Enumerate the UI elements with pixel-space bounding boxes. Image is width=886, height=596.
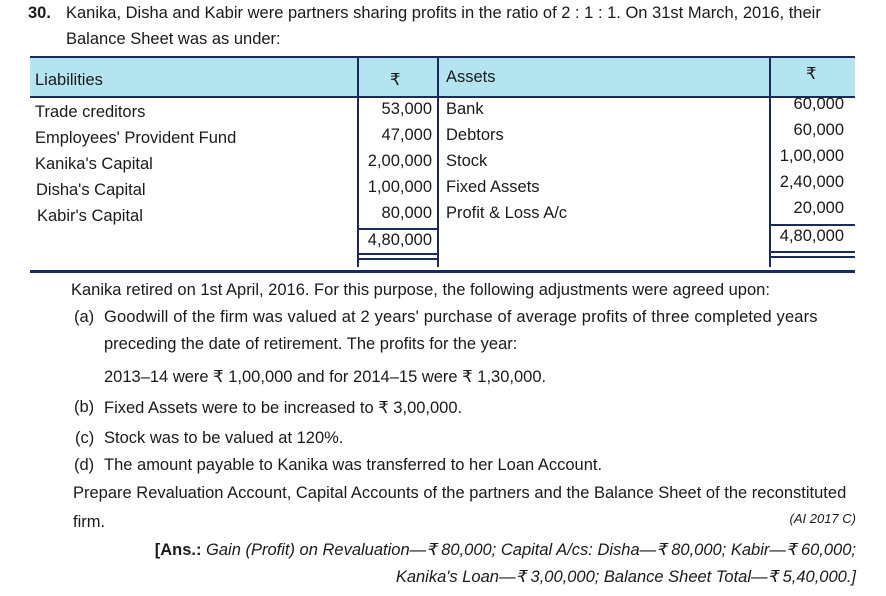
intro-text: Kanika retired on 1st April, 2016. For this purpose, the following adjustments were agreed upon: [71,281,770,299]
item-b: Fixed Assets were to be increased to ₹ 3,00,000. [104,399,463,417]
asset-name: Bank [446,100,484,118]
item-a-line2: preceding the date of retirement. The profits for the year: [104,335,518,353]
question-line1: Kanika, Disha and Kabir were partners sharing profits in the ratio of 2 : 1 : 1. On 31st March, 2016, their [66,4,821,22]
liability-name: Kanika's Capital [35,155,153,173]
answer-label: [Ans.: [154,541,202,559]
table-header [30,58,855,98]
liability-name: Kabir's Capital [37,207,143,225]
header-amount-assets: ₹ [806,65,817,83]
liability-amount: 53,000 [381,100,432,118]
answer-line1 [155,540,856,560]
item-b-label: (b) [74,398,95,416]
item-a-line1: Goodwill of the firm was valued at 2 years' purchase of average profits of three completed years [104,308,818,326]
item-a-line3: 2013–14 were ₹ 1,00,000 and for 2014–15 were ₹ 1,30,000. [104,368,547,386]
asset-amount: 20,000 [793,199,844,217]
header-amount-liabilities: ₹ [390,71,401,89]
answer-line2: Kanika's Loan—₹ 3,00,000; Balance Sheet Total—₹ 5,40,000.] [395,568,856,586]
item-c-label: (c) [75,429,95,447]
liability-amount: 80,000 [381,204,432,222]
liability-name: Disha's Capital [36,181,146,199]
question-line2: Balance Sheet was as under: [66,30,281,48]
liability-name: Trade creditors [35,103,146,121]
asset-amount: 60,000 [793,95,844,113]
assets-total: 4,80,000 [779,227,844,245]
asset-name: Stock [446,152,488,170]
prepare-line2: firm. [73,513,106,531]
liability-amount: 2,00,000 [367,152,432,170]
question-number: 30. [28,4,51,22]
item-a-label: (a) [74,308,95,326]
balance-sheet-table [30,56,855,273]
item-c: Stock was to be valued at 120%. [104,429,344,447]
answer-text1: Gain (Profit) on Revaluation—₹ 80,000; Capital A/cs: Disha—₹ 80,000; Kabir—₹ 60,000; [201,541,856,559]
asset-name: Debtors [446,126,504,144]
asset-name: Profit & Loss A/c [446,204,568,222]
source-reference: (AI 2017 C) [789,511,856,526]
asset-amount: 60,000 [793,121,844,139]
asset-amount: 2,40,000 [779,173,844,191]
asset-amount: 1,00,000 [779,147,844,165]
asset-name: Fixed Assets [446,178,540,196]
header-assets: Assets [446,68,496,86]
liability-amount: 1,00,000 [367,178,432,196]
prepare-line1: Prepare Revaluation Account, Capital Accounts of the partners and the Balance Sheet of the reconstituted [73,484,847,502]
liability-name: Employees' Provident Fund [35,129,237,147]
item-d-label: (d) [74,456,95,474]
liability-amount: 47,000 [381,126,432,144]
item-d: The amount payable to Kanika was transferred to her Loan Account. [104,456,603,474]
liabilities-total: 4,80,000 [367,231,432,249]
header-liabilities: Liabilities [35,71,103,89]
